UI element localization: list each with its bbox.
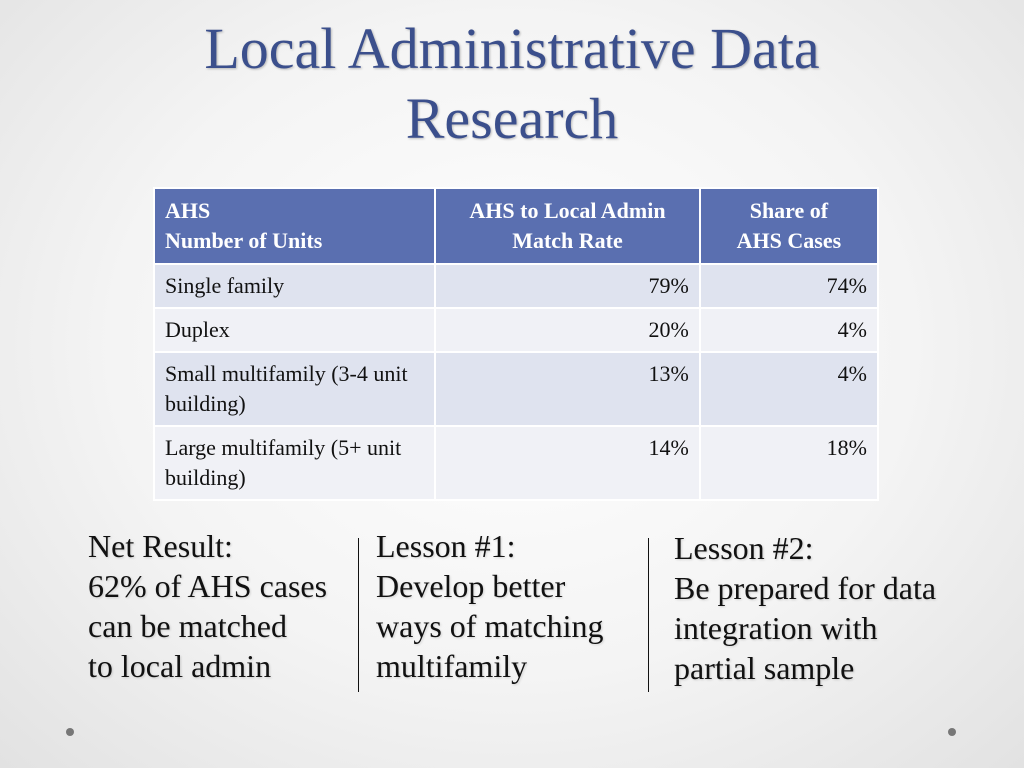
row-label: Small multifamily (3-4 unit building): [154, 352, 435, 426]
slide-title-line-2: Research: [405, 86, 619, 151]
lesson-2-note: Lesson #2: Be prepared for data integration with partial sample: [674, 530, 937, 686]
table-header-row: [154, 188, 878, 264]
row-match-rate: 20%: [435, 308, 700, 352]
table-row: [154, 352, 878, 426]
header-number-of-units: AHS Number of Units: [154, 188, 435, 264]
left-corner-dot: [66, 728, 74, 736]
divider-line: [358, 538, 359, 692]
match-rate-table: [153, 187, 879, 501]
slide-title: [0, 14, 1024, 154]
row-label: Single family: [154, 264, 435, 308]
row-match-rate: 79%: [435, 264, 700, 308]
row-match-rate: 13%: [435, 352, 700, 426]
table-row: [154, 426, 878, 500]
row-label: Duplex: [154, 308, 435, 352]
right-corner-dot: [948, 728, 956, 736]
slide-title-line-1: Local Administrative Data: [204, 16, 820, 81]
lesson-1-note: Lesson #1: Develop better ways of matching multifamily: [376, 528, 604, 684]
row-share: 4%: [700, 308, 878, 352]
row-label: Large multifamily (5+ unit building): [154, 426, 435, 500]
header-share-of-cases: Share of AHS Cases: [700, 188, 878, 264]
row-share: 4%: [700, 352, 878, 426]
row-match-rate: 14%: [435, 426, 700, 500]
table-row: [154, 264, 878, 308]
net-result-note: Net Result: 62% of AHS cases can be matched to local admin: [88, 528, 328, 684]
row-share: 18%: [700, 426, 878, 500]
header-match-rate: AHS to Local Admin Match Rate: [435, 188, 700, 264]
row-share: 74%: [700, 264, 878, 308]
table-row: [154, 308, 878, 352]
divider-line: [648, 538, 649, 692]
